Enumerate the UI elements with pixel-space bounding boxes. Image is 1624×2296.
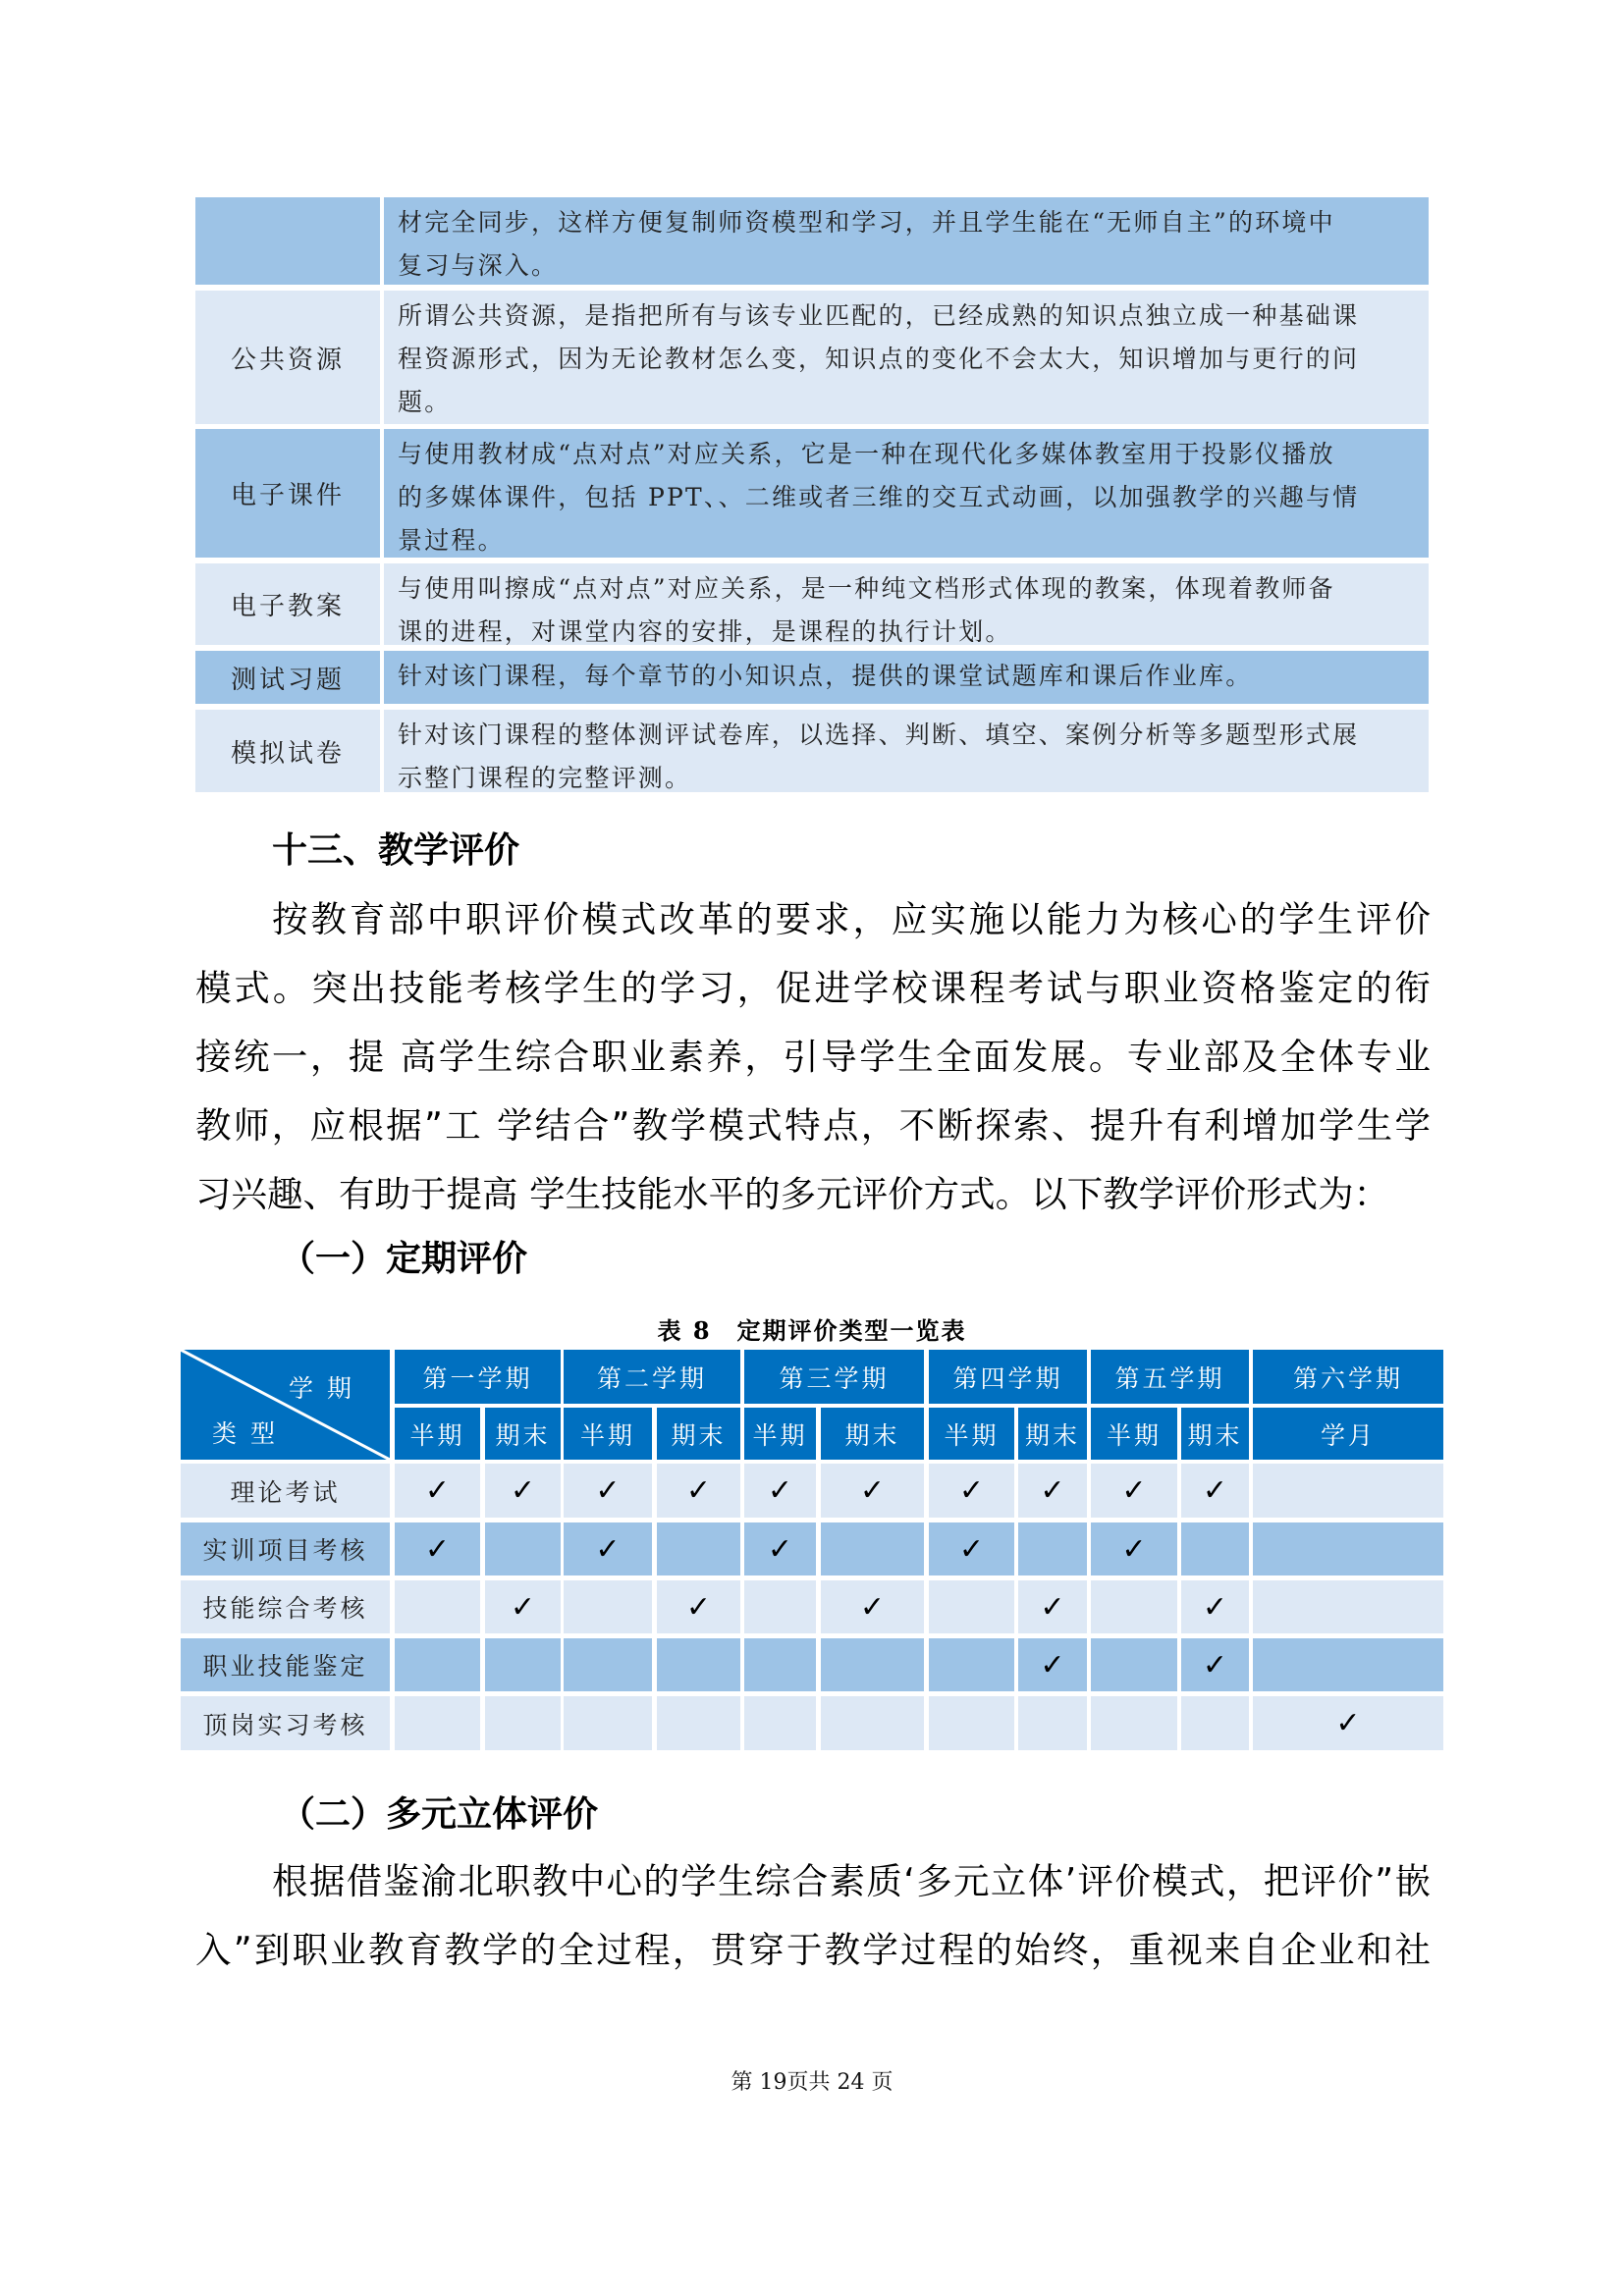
description-line: 与使用教材成“点对点”对应关系，它是一种在现代化多媒体教室用于投影仪播放 — [398, 440, 1335, 468]
resource-type — [195, 197, 380, 285]
schedule-cell — [1091, 1522, 1177, 1575]
term-subheader: 半期 — [744, 1408, 816, 1460]
resource-row — [195, 563, 1429, 645]
resource-type: 测试习题 — [195, 651, 380, 704]
checkmark-icon: ✓ — [1202, 1473, 1228, 1508]
checkmark-icon: ✓ — [859, 1473, 886, 1508]
description-line: 程资源形式，因为无论教材怎么变，知识点的变化不会太大，知识增加与更行的问 — [398, 345, 1360, 373]
resource-description — [384, 291, 1429, 424]
section-heading-13: 十三、教学评价 — [272, 830, 520, 871]
schedule-cell — [929, 1696, 1014, 1750]
schedule-cell — [744, 1638, 816, 1691]
schedule-cell — [1181, 1464, 1249, 1518]
evaluation-type-label: 实训项目考核 — [181, 1522, 390, 1575]
description-line: 景过程。 — [398, 526, 505, 555]
subsection-heading-1: （一）定期评价 — [280, 1239, 528, 1279]
schedule-cell — [657, 1696, 740, 1750]
schedule-cell — [821, 1696, 924, 1750]
paragraph-line: 按教育部中职评价模式改革的要求，应实施以能力为核心的学生评价 — [272, 898, 1431, 940]
paragraph-line: 模式。突出技能考核学生的学习，促进学校课程考试与职业资格鉴定的衔 — [195, 967, 1431, 1009]
checkmark-icon: ✓ — [1202, 1647, 1228, 1682]
schedule-cell — [1091, 1464, 1177, 1518]
resource-description — [384, 197, 1429, 285]
schedule-cell — [564, 1696, 652, 1750]
term-subheader: 半期 — [564, 1408, 652, 1460]
paragraph-line: 根据借鉴渝北职教中心的学生综合素质‘多元立体’评价模式，把评价”嵌 — [272, 1860, 1431, 1902]
evaluation-type-label: 职业技能鉴定 — [181, 1638, 390, 1691]
term-subheader: 期末 — [1018, 1408, 1087, 1460]
checkmark-icon: ✓ — [1040, 1473, 1065, 1508]
checkmark-icon: ✓ — [685, 1473, 712, 1508]
schedule-cell — [395, 1696, 480, 1750]
description-line: 的多媒体课件，包括 PPT、、二维或者三维的交互式动画，以加强教学的兴趣与情 — [398, 483, 1360, 511]
schedule-cell — [744, 1464, 816, 1518]
schedule-cell — [929, 1522, 1014, 1575]
schedule-cell — [821, 1522, 924, 1575]
checkmark-icon: ✓ — [424, 1473, 451, 1508]
term-subheader: 学月 — [1253, 1408, 1443, 1460]
page-number: 第 19页共 24 页 — [731, 2070, 893, 2095]
checkmark-icon: ✓ — [958, 1473, 985, 1508]
evaluation-type-label: 技能综合考核 — [181, 1580, 390, 1633]
semester-header: 第四学期 — [929, 1350, 1087, 1404]
schedule-cell — [821, 1464, 924, 1518]
schedule-cell — [485, 1696, 561, 1750]
schedule-cell — [485, 1522, 561, 1575]
term-subheader: 期末 — [821, 1408, 924, 1460]
corner-label-semester: 学 期 — [289, 1374, 354, 1403]
schedule-cell — [744, 1580, 816, 1633]
resource-type: 模拟试卷 — [195, 710, 380, 792]
checkmark-icon: ✓ — [859, 1589, 886, 1625]
resource-description — [384, 563, 1429, 645]
description-line: 针对该门课程，每个章节的小知识点，提供的课堂试题库和课后作业库。 — [398, 662, 1253, 690]
paragraph-line: 习兴趣、有助于提高 学生技能水平的多元评价方式。以下教学评价形式为： — [195, 1173, 1390, 1215]
paragraph-line: 入”到职业教育教学的全过程，贯穿于教学过程的始终，重视来自企业和社 — [195, 1929, 1431, 1971]
schedule-cell — [657, 1638, 740, 1691]
checkmark-icon: ✓ — [767, 1473, 793, 1508]
term-subheader: 半期 — [1091, 1408, 1177, 1460]
schedule-cell — [395, 1522, 480, 1575]
term-subheader: 半期 — [929, 1408, 1014, 1460]
resource-row — [195, 291, 1429, 424]
schedule-cell — [1091, 1580, 1177, 1633]
evaluation-type-label: 顶岗实习考核 — [181, 1696, 390, 1750]
table-caption: 表 8 定期评价类型一览表 — [657, 1316, 967, 1345]
semester-header: 第五学期 — [1091, 1350, 1249, 1404]
semester-header: 第一学期 — [395, 1350, 561, 1404]
schedule-cell — [395, 1638, 480, 1691]
subsection-heading-2: （二）多元立体评价 — [280, 1794, 599, 1835]
resource-row — [195, 710, 1429, 792]
schedule-cell — [564, 1464, 652, 1518]
checkmark-icon: ✓ — [510, 1473, 536, 1508]
schedule-cell — [1253, 1522, 1443, 1575]
schedule-cell — [1018, 1522, 1087, 1575]
schedule-cell — [485, 1580, 561, 1633]
description-line: 课的进程，对课堂内容的安排，是课程的执行计划。 — [398, 617, 1012, 646]
checkmark-icon: ✓ — [595, 1531, 621, 1567]
description-line: 与使用叫擦成“点对点”对应关系，是一种纯文档形式体现的教案，体现着教师备 — [398, 574, 1335, 603]
schedule-cell — [485, 1638, 561, 1691]
checkmark-icon: ✓ — [1121, 1473, 1147, 1508]
schedule-cell — [1253, 1696, 1443, 1750]
schedule-cell — [1253, 1464, 1443, 1518]
resource-row — [195, 429, 1429, 558]
resource-type: 公共资源 — [195, 291, 380, 424]
description-line: 针对该门课程的整体测评试卷库，以选择、判断、填空、案例分析等多题型形式展 — [398, 721, 1360, 749]
checkmark-icon: ✓ — [958, 1531, 985, 1567]
schedule-cell — [1091, 1696, 1177, 1750]
corner-label-type: 类 型 — [212, 1419, 278, 1448]
table-corner-header — [181, 1350, 390, 1460]
schedule-cell — [1018, 1580, 1087, 1633]
resource-row — [195, 197, 1429, 285]
resource-description — [384, 651, 1429, 704]
schedule-cell — [1253, 1638, 1443, 1691]
checkmark-icon: ✓ — [1040, 1589, 1065, 1625]
resource-row — [195, 651, 1429, 704]
schedule-cell — [821, 1638, 924, 1691]
resource-type: 电子教案 — [195, 563, 380, 645]
schedule-cell — [744, 1696, 816, 1750]
semester-header: 第二学期 — [564, 1350, 740, 1404]
paragraph-line: 接统一，提 高学生综合职业素养，引导学生全面发展。专业部及全体专业 — [195, 1036, 1431, 1078]
schedule-cell — [1181, 1580, 1249, 1633]
description-line: 示整门课程的完整评测。 — [398, 764, 692, 792]
schedule-cell — [929, 1638, 1014, 1691]
semester-header: 第六学期 — [1253, 1350, 1443, 1404]
schedule-cell — [657, 1522, 740, 1575]
semester-header: 第三学期 — [744, 1350, 924, 1404]
description-line: 复习与深入。 — [398, 251, 559, 280]
schedule-cell — [929, 1464, 1014, 1518]
checkmark-icon: ✓ — [595, 1473, 621, 1508]
checkmark-icon: ✓ — [685, 1589, 712, 1625]
checkmark-icon: ✓ — [424, 1531, 451, 1567]
description-line: 材完全同步，这样方便复制师资模型和学习，并且学生能在“无师自主”的环境中 — [398, 208, 1335, 237]
checkmark-icon: ✓ — [1121, 1531, 1147, 1567]
schedule-cell — [395, 1580, 480, 1633]
schedule-cell — [929, 1580, 1014, 1633]
schedule-cell — [657, 1464, 740, 1518]
resource-description — [384, 710, 1429, 792]
checkmark-icon: ✓ — [767, 1531, 793, 1567]
schedule-cell — [821, 1580, 924, 1633]
schedule-cell — [395, 1464, 480, 1518]
checkmark-icon: ✓ — [1202, 1589, 1228, 1625]
schedule-cell — [744, 1522, 816, 1575]
schedule-cell — [1018, 1464, 1087, 1518]
checkmark-icon: ✓ — [1040, 1647, 1065, 1682]
checkmark-icon: ✓ — [1335, 1706, 1361, 1740]
schedule-cell — [1181, 1696, 1249, 1750]
term-subheader: 期末 — [657, 1408, 740, 1460]
schedule-cell — [564, 1638, 652, 1691]
paragraph-line: 教师，应根据”工 学结合”教学模式特点，不断探索、提升有利增加学生学 — [195, 1104, 1431, 1147]
schedule-cell — [1181, 1638, 1249, 1691]
resource-description — [384, 429, 1429, 558]
term-subheader: 期末 — [1181, 1408, 1249, 1460]
schedule-cell — [657, 1580, 740, 1633]
schedule-cell — [1253, 1580, 1443, 1633]
evaluation-type-label: 理论考试 — [181, 1464, 390, 1518]
schedule-cell — [485, 1464, 561, 1518]
schedule-cell — [1181, 1522, 1249, 1575]
schedule-cell — [1018, 1696, 1087, 1750]
description-line: 题。 — [398, 388, 452, 416]
schedule-cell — [564, 1522, 652, 1575]
resource-type: 电子课件 — [195, 429, 380, 558]
schedule-cell — [564, 1580, 652, 1633]
checkmark-icon: ✓ — [510, 1589, 536, 1625]
description-line: 所谓公共资源，是指把所有与该专业匹配的，已经成熟的知识点独立成一种基础课 — [398, 301, 1360, 330]
term-subheader: 半期 — [395, 1408, 480, 1460]
term-subheader: 期末 — [485, 1408, 561, 1460]
schedule-cell — [1018, 1638, 1087, 1691]
schedule-cell — [1091, 1638, 1177, 1691]
